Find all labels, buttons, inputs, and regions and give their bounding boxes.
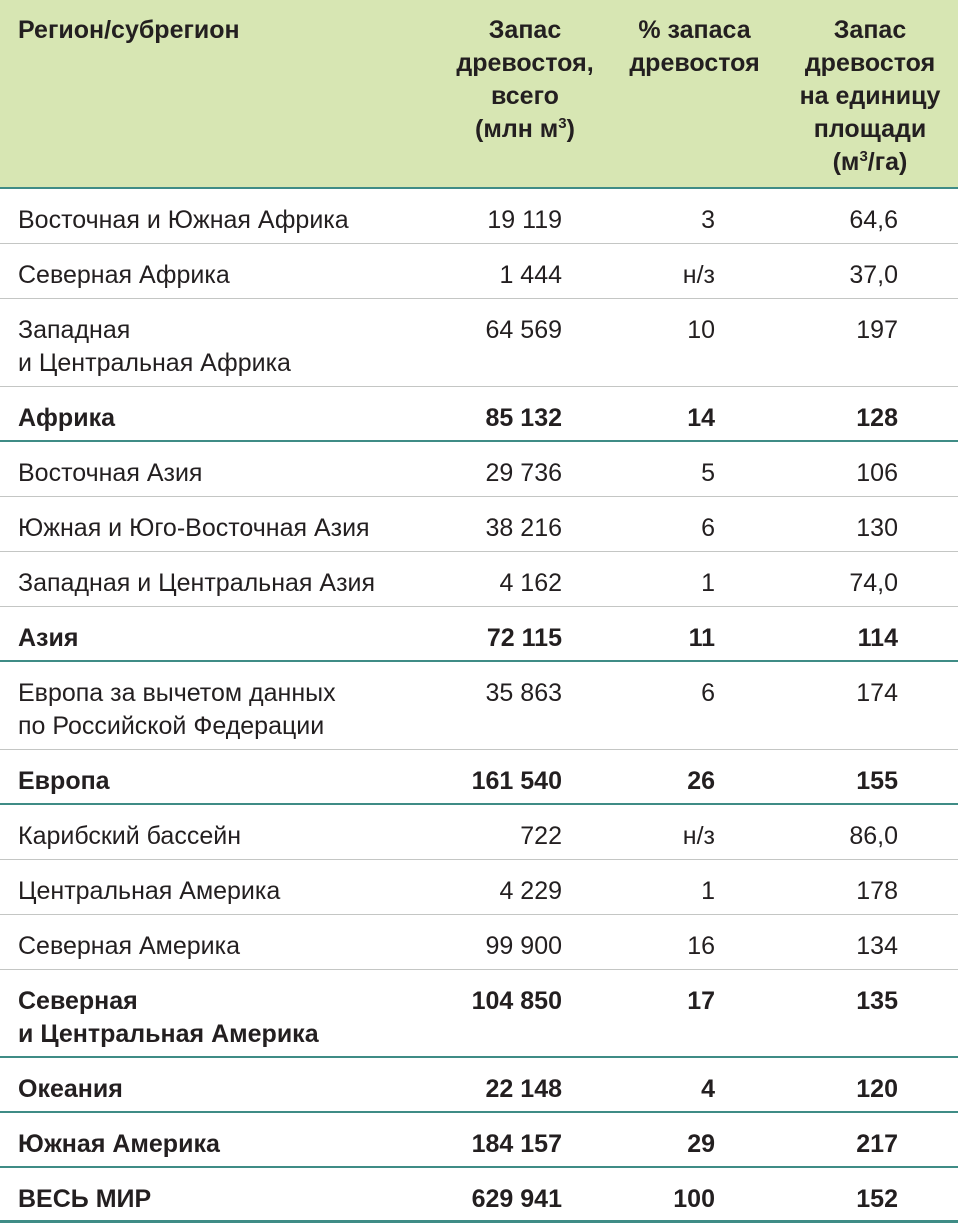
cell-region: ВЕСЬ МИР [18, 1185, 152, 1213]
cell-region: Южная и Юго-Восточная Азия [18, 514, 370, 542]
table-row [0, 662, 958, 750]
table-row-total [0, 1113, 958, 1168]
cell-total-stock: 104 850 [471, 987, 562, 1015]
table-row-total [0, 387, 958, 442]
table-row-total [0, 970, 958, 1058]
cell-region: Западная и Центральная Африка [18, 316, 291, 377]
cell-region: Северная и Центральная Америка [18, 987, 319, 1048]
cell-region: Европа за вычетом данных по Российской Федерации [18, 679, 336, 740]
cell-region: Восточная Азия [18, 459, 203, 487]
cell-stock-percent: 26 [687, 767, 715, 795]
table-row-total [0, 1058, 958, 1113]
cell-region: Центральная Америка [18, 877, 281, 905]
cell-stock-percent: 10 [687, 316, 715, 344]
cell-stock-percent: 29 [687, 1130, 715, 1158]
header-stock-percent: % запаса древостоя [629, 16, 760, 77]
cell-total-stock: 64 569 [485, 316, 562, 344]
cell-stock-percent: 14 [687, 404, 715, 432]
cell-region: Северная Африка [18, 261, 230, 289]
cell-region: Северная Америка [18, 932, 240, 960]
table-row-total [0, 607, 958, 662]
cell-total-stock: 99 900 [485, 932, 562, 960]
cell-stock-per-area: 135 [856, 987, 898, 1015]
cell-total-stock: 722 [520, 822, 562, 850]
cell-region: Южная Америка [18, 1130, 220, 1158]
table-header [0, 0, 958, 189]
cell-stock-percent: 6 [701, 679, 715, 707]
cell-total-stock: 184 157 [471, 1130, 562, 1158]
cell-total-stock: 629 941 [471, 1185, 562, 1213]
cell-total-stock: 4 162 [499, 569, 562, 597]
cell-stock-per-area: 74,0 [849, 569, 898, 597]
cell-stock-per-area: 197 [856, 316, 898, 344]
cell-stock-per-area: 130 [856, 514, 898, 542]
cell-stock-percent: 3 [701, 206, 715, 234]
table-row-total [0, 1168, 958, 1223]
cell-stock-per-area: 106 [856, 459, 898, 487]
cell-stock-per-area: 37,0 [849, 261, 898, 289]
table-row [0, 189, 958, 244]
header-total-stock: Запас древостоя, всего (млн $м^3$) [456, 16, 594, 143]
cell-total-stock: 4 229 [499, 877, 562, 905]
cell-stock-per-area: 114 [857, 624, 898, 652]
cell-stock-per-area: 64,6 [849, 206, 898, 234]
cell-stock-percent: 17 [687, 987, 715, 1015]
cell-stock-per-area: 120 [856, 1075, 898, 1103]
cell-region: Африка [18, 404, 115, 432]
cell-stock-percent: н/з [682, 261, 715, 289]
cell-region: Европа [18, 767, 110, 795]
cell-stock-per-area: 174 [856, 679, 898, 707]
cell-region: Карибский бассейн [18, 822, 242, 850]
cell-stock-percent: 11 [688, 624, 715, 652]
cell-stock-percent: н/з [682, 822, 715, 850]
cell-total-stock: 161 540 [471, 767, 562, 795]
table-row [0, 860, 958, 915]
cell-stock-percent: 1 [701, 569, 715, 597]
cell-stock-percent: 4 [701, 1075, 715, 1103]
header-region: Регион/субрегион [18, 16, 240, 44]
cell-stock-per-area: 86,0 [849, 822, 898, 850]
cell-stock-percent: 100 [673, 1185, 715, 1213]
cell-total-stock: 19 119 [487, 206, 562, 234]
cell-region: Западная и Центральная Азия [18, 569, 376, 597]
cell-stock-percent: 1 [701, 877, 715, 905]
cell-region: Восточная и Южная Африка [18, 206, 349, 234]
cell-total-stock: 72 115 [486, 624, 562, 652]
cell-total-stock: 1 444 [499, 261, 562, 289]
cell-stock-per-area: 128 [856, 404, 898, 432]
cell-stock-per-area: 134 [856, 932, 898, 960]
table-row [0, 299, 958, 387]
cell-stock-per-area: 155 [856, 767, 898, 795]
cell-total-stock: 29 736 [485, 459, 562, 487]
table-row [0, 497, 958, 552]
cell-total-stock: 22 148 [485, 1075, 562, 1103]
cell-stock-percent: 5 [701, 459, 715, 487]
cell-stock-percent: 16 [687, 932, 715, 960]
table-row [0, 442, 958, 497]
cell-stock-per-area: 217 [856, 1130, 898, 1158]
table-row-total [0, 750, 958, 805]
table-row [0, 552, 958, 607]
cell-stock-per-area: 152 [856, 1185, 898, 1213]
cell-total-stock: 38 216 [485, 514, 562, 542]
cell-region: Океания [18, 1075, 123, 1103]
table-body [0, 189, 958, 1223]
header-stock-per-area: Запас древостоя на единицу площади $(м^3/га)$ [799, 16, 941, 176]
cell-total-stock: 35 863 [485, 679, 562, 707]
cell-stock-percent: 6 [701, 514, 715, 542]
cell-region: Азия [18, 624, 79, 652]
table-row [0, 805, 958, 860]
table-row [0, 915, 958, 970]
cell-total-stock: 85 132 [485, 404, 562, 432]
cell-stock-per-area: 178 [856, 877, 898, 905]
table-row [0, 244, 958, 299]
